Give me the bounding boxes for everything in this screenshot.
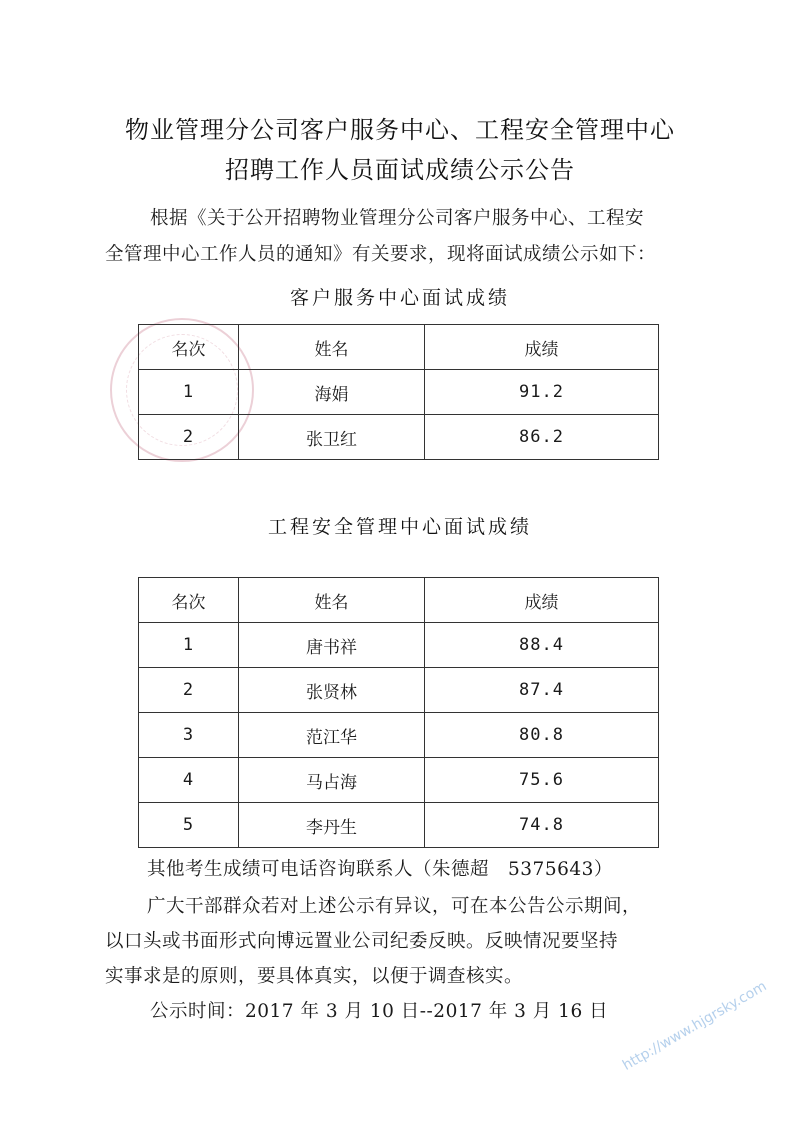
rank-cell: 4 bbox=[139, 758, 239, 803]
objection-line3: 实事求是的原则，要具体真实，以便于调查核实。 bbox=[105, 966, 524, 987]
rank-cell: 1 bbox=[139, 623, 239, 668]
customer-service-score-table bbox=[138, 324, 659, 460]
site-watermark: http://www.hjgrsky.com bbox=[620, 978, 770, 1074]
intro-line1: 根据《关于公开招聘物业管理分公司客户服务中心、工程安 bbox=[150, 208, 645, 229]
table-row bbox=[139, 370, 659, 415]
table-header-row bbox=[139, 578, 659, 623]
header-score: 成绩 bbox=[425, 578, 659, 623]
score-cell: 86.2 bbox=[425, 415, 659, 460]
score-cell: 80.8 bbox=[425, 713, 659, 758]
score-cell: 74.8 bbox=[425, 803, 659, 848]
name-cell: 马占海 bbox=[239, 758, 425, 803]
table-row bbox=[139, 713, 659, 758]
name-cell: 海娟 bbox=[239, 370, 425, 415]
table-row bbox=[139, 623, 659, 668]
name-cell: 范江华 bbox=[239, 713, 425, 758]
header-name: 姓名 bbox=[239, 325, 425, 370]
document-title-line1: 物业管理分公司客户服务中心、工程安全管理中心 bbox=[125, 116, 675, 144]
table-row bbox=[139, 758, 659, 803]
score-cell: 75.6 bbox=[425, 758, 659, 803]
score-cell: 91.2 bbox=[425, 370, 659, 415]
header-name: 姓名 bbox=[239, 578, 425, 623]
rank-cell: 5 bbox=[139, 803, 239, 848]
publicity-period: 公示时间：2017 年 3 月 10 日--2017 年 3 月 16 日 bbox=[150, 1001, 609, 1022]
rank-cell: 2 bbox=[139, 668, 239, 713]
engineering-safety-section-title: 工程安全管理中心面试成绩 bbox=[267, 516, 532, 538]
name-cell: 唐书祥 bbox=[239, 623, 425, 668]
header-rank: 名次 bbox=[139, 325, 239, 370]
customer-service-section-title: 客户服务中心面试成绩 bbox=[289, 287, 510, 309]
name-cell: 李丹生 bbox=[239, 803, 425, 848]
score-cell: 87.4 bbox=[425, 668, 659, 713]
table-row bbox=[139, 415, 659, 460]
score-cell: 88.4 bbox=[425, 623, 659, 668]
name-cell: 张卫红 bbox=[239, 415, 425, 460]
objection-line1: 广大干部群众若对上述公示有异议，可在本公告公示期间， bbox=[147, 896, 642, 917]
rank-cell: 1 bbox=[139, 370, 239, 415]
rank-cell: 2 bbox=[139, 415, 239, 460]
objection-line2: 以口头或书面形式向博远置业公司纪委反映。反映情况要坚持 bbox=[105, 931, 619, 952]
contact-line: 其他考生成绩可电话咨询联系人（朱德超 5375643） bbox=[147, 859, 613, 880]
header-rank: 名次 bbox=[139, 578, 239, 623]
rank-cell: 3 bbox=[139, 713, 239, 758]
header-score: 成绩 bbox=[425, 325, 659, 370]
table-row bbox=[139, 803, 659, 848]
table-row bbox=[139, 668, 659, 713]
intro-line2: 全管理中心工作人员的通知》有关要求，现将面试成绩公示如下： bbox=[105, 244, 657, 265]
name-cell: 张贤林 bbox=[239, 668, 425, 713]
engineering-safety-score-table bbox=[138, 577, 659, 848]
table-header-row bbox=[139, 325, 659, 370]
document-title-line2: 招聘工作人员面试成绩公示公告 bbox=[225, 156, 575, 184]
